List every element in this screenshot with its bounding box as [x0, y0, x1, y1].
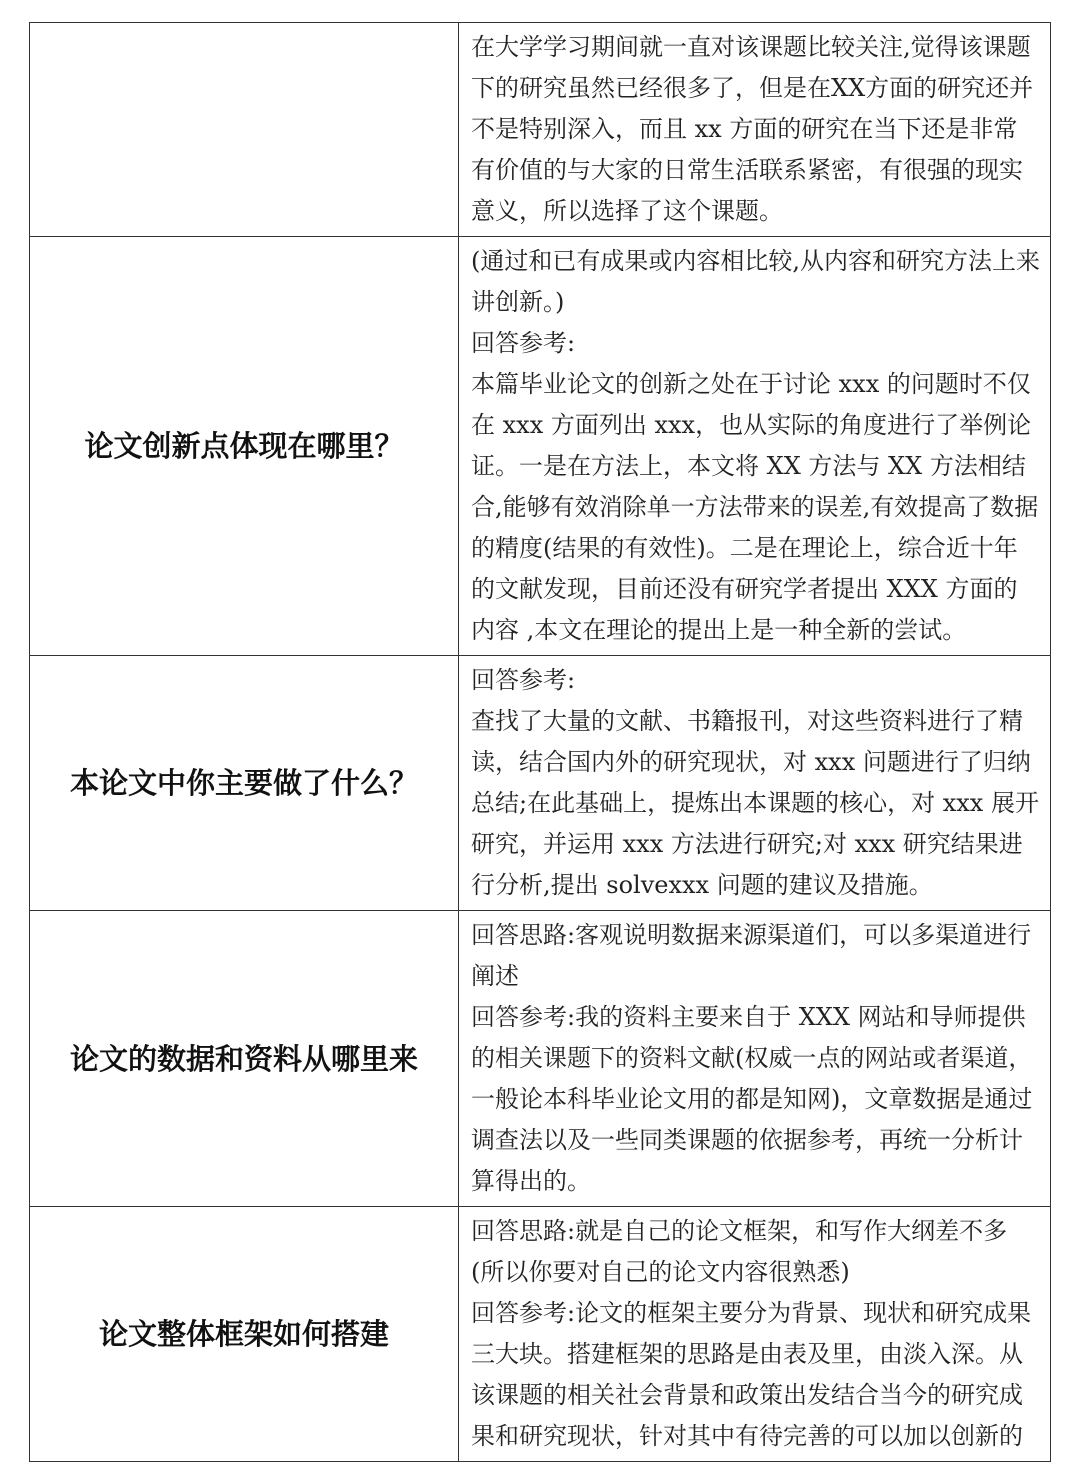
answer-cell — [459, 23, 1051, 237]
question-cell: 论文的数据和资料从哪里来 — [30, 911, 459, 1207]
qa-table — [29, 22, 1051, 1462]
question-cell — [30, 23, 459, 237]
answer-cell — [459, 1207, 1051, 1462]
table-row — [30, 23, 1051, 237]
answer-paragraph: 回答参考: — [471, 666, 576, 694]
answer-cell — [459, 237, 1051, 656]
answer-cell — [459, 656, 1051, 911]
table-row — [30, 1207, 1051, 1462]
answer-paragraph: 回答思路:客观说明数据来源渠道们，可以多渠道进行阐述 — [471, 921, 1032, 990]
answer-paragraph: (通过和已有成果或内容相比较,从内容和研究方法上来讲创新。) — [471, 247, 1040, 316]
answer-paragraph: 回答参考:我的资料主要来自于 XXX 网站和导师提供的相关课题下的资料文献(权威一点的网站或者渠道，一般论本科毕业论文用的都是知网)，文章数据是通过调查法以及一些同类课题的依据参考，再统一分析计算得出的。 — [471, 1003, 1033, 1195]
answer-paragraph: 本篇毕业论文的创新之处在于讨论 xxx 的问题时不仅在 xxx 方面列出 xxx，也从实际的角度进行了举例论证。一是在方法上，本文将 XX 方法与 XX 方法相结合,能够有效消除单一方法带来的误差,有效提高了数据的精度(结果的有效性)。二是在理论上，综合近十年的文献发现，目前还没有研究学者提出 XXX 方面的内容 ,本文在理论的提出上是一种全新的尝试。 — [471, 370, 1039, 644]
answer-paragraph: 回答参考:论文的框架主要分为背景、现状和研究成果三大块。搭建框架的思路是由表及里，由淡入深。从该课题的相关社会背景和政策出发结合当今的研究成果和研究现状，针对其中有待完善的可以加以创新的 — [471, 1299, 1032, 1450]
answer-paragraph: 查找了大量的文献、书籍报刊，对这些资料进行了精读，结合国内外的研究现状，对 xxx 问题进行了归纳总结;在此基础上，提炼出本课题的核心，对 xxx 展开研究，并运用 xxx 方法进行研究;对 xxx 研究结果进行分析,提出 solvexxx 问题的建议及措施。 — [471, 707, 1039, 899]
table-row — [30, 911, 1051, 1207]
answer-paragraph: 回答思路:就是自己的论文框架，和写作大纲差不多(所以你要对自己的论文内容很熟悉) — [471, 1217, 1008, 1286]
answer-paragraph: 回答参考: — [471, 329, 576, 357]
answer-paragraph: 在大学学习期间就一直对该课题比较关注,觉得该课题下的研究虽然已经很多了，但是在XX方面的研究还并不是特别深入，而且 xx 方面的研究在当下还是非常有价值的与大家的日常生活联系紧密，有很强的现实意义，所以选择了这个课题。 — [471, 33, 1034, 225]
answer-cell — [459, 911, 1051, 1207]
question-cell: 论文整体框架如何搭建 — [30, 1207, 459, 1462]
question-cell: 论文创新点体现在哪里？ — [30, 237, 459, 656]
table-row — [30, 237, 1051, 656]
question-cell: 本论文中你主要做了什么？ — [30, 656, 459, 911]
table-row — [30, 656, 1051, 911]
